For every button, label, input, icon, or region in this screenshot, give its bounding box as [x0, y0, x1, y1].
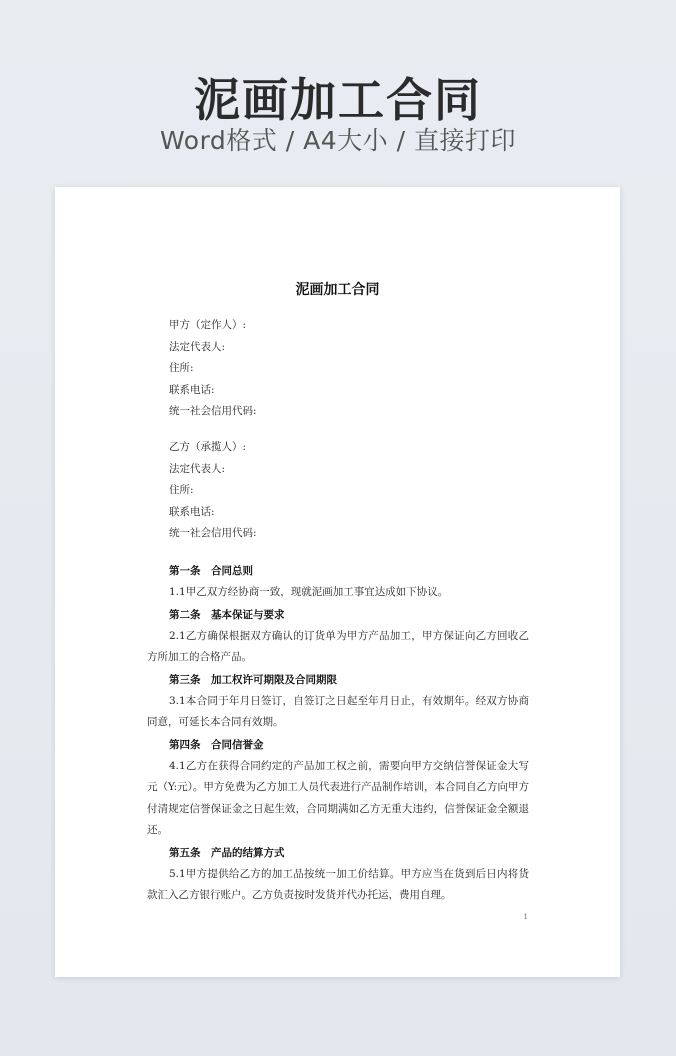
contract-body	[147, 560, 529, 907]
party-b-credit-code-line: 统一社会信用代码:	[169, 527, 257, 539]
article-2-heading: 第二条 基本保证与要求	[169, 608, 285, 621]
article-4-text: 4.1乙方在获得合同约定的产品加工权之前，需要向甲方交纳信誉保证金大写元（Y:元）。甲方免费为乙方加工人员代表进行产品制作培训，本合同自乙方向甲方付清规定信誉保证金之日起生效，合同期满如乙方无重大违约，信誉保证金全额退还。	[147, 759, 529, 836]
party-b-block	[169, 437, 257, 545]
party-b-phone-line: 联系电话:	[169, 505, 215, 518]
party-a-address-line: 住所:	[169, 362, 194, 374]
article-1-heading: 第一条 合同总则	[169, 565, 253, 577]
article-3-heading: 第三条 加工权许可期限及合同期限	[169, 673, 337, 686]
party-b-name-line: 乙方（承揽人）:	[169, 441, 247, 453]
document-page	[55, 187, 620, 977]
banner	[0, 0, 676, 185]
party-a-representative-line: 法定代表人:	[169, 340, 226, 353]
party-b-address-line: 住所:	[169, 484, 194, 496]
article-1-text: 1.1甲乙双方经协商一致，现就泥画加工事宜达成如下协议。	[169, 586, 449, 598]
party-a-credit-code-line: 统一社会信用代码:	[169, 405, 257, 417]
document-title: 泥画加工合同	[295, 282, 380, 298]
party-a-name-line: 甲方（定作人）:	[169, 319, 247, 331]
party-a-phone-line: 联系电话:	[169, 383, 215, 396]
page-number: 1	[523, 913, 528, 921]
article-5-heading: 第五条 产品的结算方式	[169, 846, 285, 859]
article-4-heading: 第四条 合同信誉金	[169, 738, 264, 751]
article-5-text: 5.1甲方提供给乙方的加工品按统一加工价结算。甲方应当在货到后日内将货款汇入乙方银行账户。乙方负责按时发货并代办托运，费用自理。	[147, 867, 529, 901]
article-2-text: 2.1乙方确保根据双方确认的订货单为甲方产品加工，甲方保证向乙方回收乙方所加工的合格产品。	[147, 629, 529, 663]
article-3-text: 3.1本合同于年月日签订，自签订之日起至年月日止，有效期年。经双方协商同意，可延长本合同有效期。	[147, 694, 529, 728]
banner-title: 泥画加工合同	[194, 73, 482, 127]
banner-subtitle: Word格式 / A4大小 / 直接打印	[160, 126, 516, 155]
party-a-block	[169, 315, 257, 423]
party-b-representative-line: 法定代表人:	[169, 462, 226, 475]
